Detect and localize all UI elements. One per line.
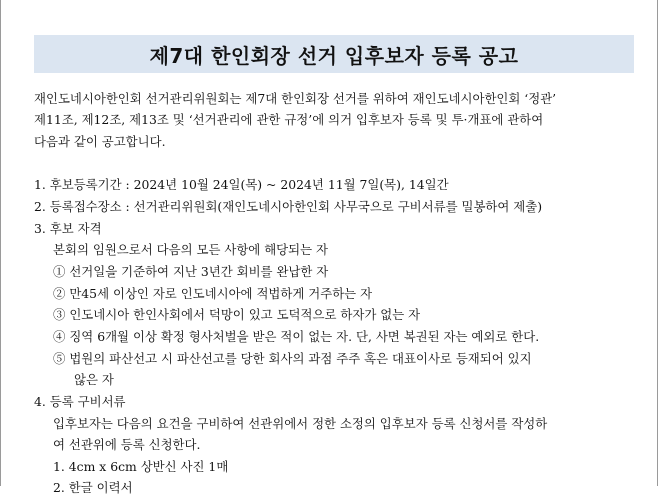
- qualification-item-1: ① 선거일을 기준하여 지난 3년간 회비를 완납한 자: [53, 264, 329, 279]
- intro-line-3: 다음과 같이 공고합니다.: [34, 134, 166, 149]
- section-candidate-qualification: 3. 후보 자격: [34, 221, 102, 236]
- documents-item-2: 2. 한글 이력서: [53, 480, 133, 495]
- documents-item-1: 1. 4cm x 6cm 상반신 사진 1매: [53, 459, 229, 474]
- intro-line-1: 재인도네시아한인회 선거관리위원회는 제7대 한인회장 선거를 위하여 재인도네시아한인회 ‘정관’: [34, 91, 557, 106]
- section-registration-place: 2. 등록접수장소 : 선거관리위원회(재인도네시아한인회 사무국으로 구비서류를 밀봉하여 제출): [34, 199, 543, 214]
- qualification-intro: 본회의 임원으로서 다음의 모든 사항에 해당되는 자: [53, 242, 328, 257]
- qualification-item-5: ⑤ 법원의 파산선고 시 파산선고를 당한 회사의 과점 주주 혹은 대표이사로 등재되어 있지: [53, 351, 532, 366]
- section-required-documents: 4. 등록 구비서류: [34, 394, 126, 409]
- section-registration-period: 1. 후보등록기간 : 2024년 10월 24일(목) ~ 2024년 11월 7일(목), 14일간: [34, 177, 449, 192]
- qualification-item-4: ④ 징역 6개월 이상 확정 형사처벌을 받은 적이 없는 자. 단, 사면 복권된 자는 예외로 한다.: [53, 329, 540, 344]
- documents-text-1: 입후보자는 다음의 요건을 구비하여 선관위에서 정한 소정의 입후보자 등록 신청서를 작성하: [53, 416, 548, 431]
- qualification-item-2: ② 만45세 이상인 자로 인도네시아에 적법하게 거주하는 자: [53, 286, 373, 301]
- qualification-item-5-cont: 않은 자: [74, 372, 114, 387]
- qualification-item-3: ③ 인도네시아 한인사회에서 덕망이 있고 도덕적으로 하자가 없는 자: [53, 307, 421, 322]
- document-title: 제7대 한인회장 선거 입후보자 등록 공고: [34, 35, 634, 73]
- intro-line-2: 제11조, 제12조, 제13조 및 ‘선거관리에 관한 규정’에 의거 입후보자 등록 및 투·개표에 관하여: [34, 112, 544, 127]
- documents-text-2: 여 선관위에 등록 신청한다.: [53, 437, 201, 452]
